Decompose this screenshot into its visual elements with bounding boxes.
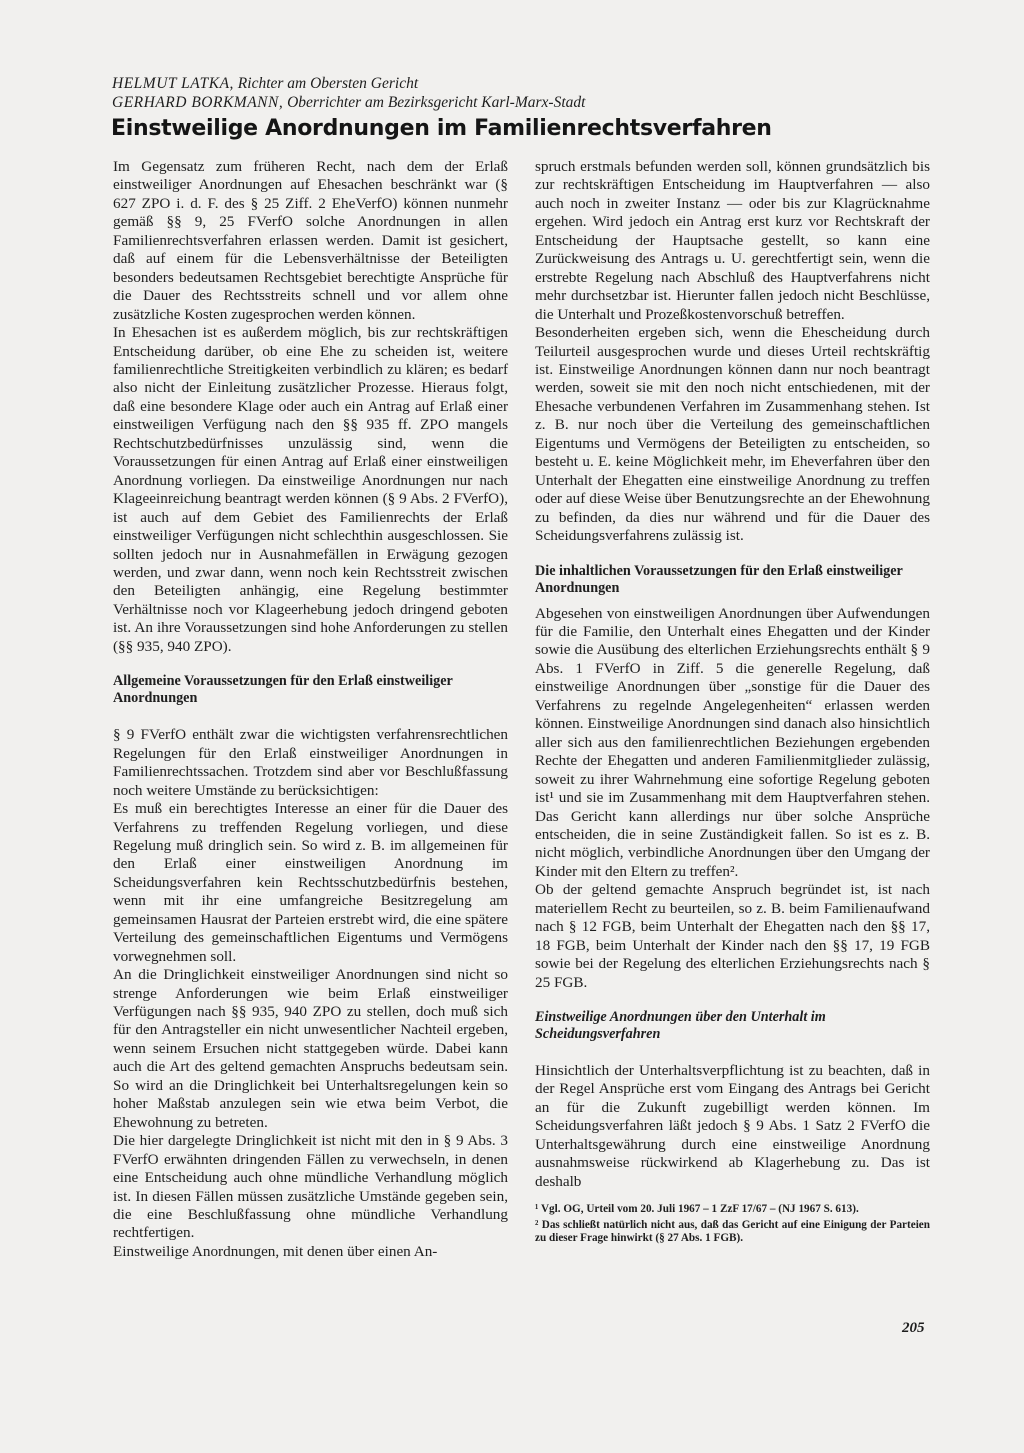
page-number: 205 <box>902 1320 925 1336</box>
author-name: HELMUT LATKA, <box>112 75 234 92</box>
paragraph: Einstweilige Anordnungen, mit denen über einen An- <box>113 1242 438 1260</box>
author-line <box>112 93 952 112</box>
author-line <box>112 74 952 93</box>
right-column <box>535 158 930 1248</box>
author-block <box>112 74 952 112</box>
paragraph: Ob der geltend gemachte Anspruch begründet ist, ist nach materiellem Recht zu beurteilen, so z. B. beim Familienaufwand nach § 12 FGB, beim Unterhalt der Ehegatten nach den §§ 17, 18 FGB, beim Unterhalt der Kinder nach den §§ 17, 19 FGB sowie bei der Regelung des elterlichen Erziehungsrechts nach § 25 FGB. <box>535 881 930 991</box>
paragraph: spruch erstmals befunden werden soll, können grundsätzlich bis zur rechtskräftigen Entscheidung im Hauptverfahren — also auch noch in zweiter Instanz — oder bis zur Klagrücknahme ergehen. Wird jedoch ein Antrag erst kurz vor Rechtskraft der Entscheidung der Hauptsache gestellt, so kann eine Zurückweisung des Antrags u. U. gerechtfertigt sein, wenn die erstrebte Regelung nach Abschluß des Hauptverfahrens nicht mehr durchsetzbar ist. Hierunter fallen jedoch nicht Beschlüsse, die Unterhalt und Prozeßkostenvorschuß betreffen. <box>535 158 930 323</box>
footnote: ² Das schließt natürlich nicht aus, daß das Gericht auf eine Einigung der Parteien zu dieser Frage hinwirkt (§ 27 Abs. 1 FGB). <box>535 1219 930 1245</box>
paragraph: § 9 FVerfO enthält zwar die wichtigsten verfahrensrechtlichen Regelungen für den Erlaß einstweiliger Anordnungen in Familienrechtssachen. Trotzdem sind aber vor Beschlußfassung noch weitere Umstände zu berücksichtigen: <box>113 726 508 799</box>
paragraph: In Ehesachen ist es außerdem möglich, bis zur rechtskräftigen Entscheidung darüber, ob eine Ehe zu scheiden ist, weitere familienrechtliche Streitigkeiten verbindlich zu klären; es bedarf also nicht der Einleitung zusätzlicher Prozesse. Hieraus folgt, daß eine besondere Klage oder auch ein Antrag auf Erlaß einer einstweiligen Verfügung nach den §§ 935 ff. ZPO mangels Rechtschutzbedürfnisses unzulässig sind, wenn die Voraussetzungen für einen Antrag auf Erlaß einer einstweiligen Anordnung vorliegen. Da einstweilige Anordnungen nur nach Klageeinreichung beantragt werden können (§ 9 Abs. 2 FVerfO), ist auch auf dem Gebiet des Familienrechts der Erlaß einstweiliger Verfügungen nicht schlechthin ausgeschlossen. Sie sollten jedoch nur in Ausnahmefällen in Erwägung gezogen werden, und zwar dann, wenn noch kein Rechtsstreit zwischen den Beteiligten anhängig, eine Regelung bestimmter Verhältnisse noch vor Klageerhebung jedoch dringend geboten ist. An ihre Voraussetzungen sind hohe Anforderungen zu stellen (§§ 935, 940 ZPO). <box>113 324 508 655</box>
paragraph: Die hier dargelegte Dringlichkeit ist nicht mit den in § 9 Abs. 3 FVerfO erwähnten dringenden Fällen zu verwechseln, in denen eine Entscheidung auch ohne mündliche Verhandlung möglich ist. In diesen Fällen müssen zusätzliche Umstände gegeben sein, die eine Beschlußfassung ohne mündliche Verhandlung rechtfertigen. <box>113 1132 508 1242</box>
paragraph: Hinsichtlich der Unterhaltsverpflichtung ist zu beachten, daß in der Regel Ansprüche erst vom Eingang des Antrags bei Gericht an für die Zukunft zugebilligt werden können. Im Scheidungsverfahren läßt jedoch § 9 Abs. 1 Satz 2 FVerfO die Unterhaltsgewährung durch eine einstweilige Anordnung ausnahmsweise rückwirkend ab Klagerhebung zu. Das ist deshalb <box>535 1062 930 1190</box>
paragraph: Abgesehen von einstweiligen Anordnungen über Aufwendungen für die Familie, den Unterhalt eines Ehegatten und der Kinder sowie die Ausübung des elterlichen Erziehungsrechts enthält § 9 Abs. 1 FVerfO in Ziff. 5 die generelle Regelung, daß einstweilige Anordnungen über „sonstige für die Dauer des Verfahrens zu regelnde Angelegenheiten“ erlassen werden können. Einstweilige Anordnungen sind danach also hinsichtlich aller sich aus den familienrechtlichen Beziehungen ergebenden Rechte der Ehegatten und anderen Familienmitglieder zulässig, soweit zu ihrer Wahrnehmung eine sofortige Regelung geboten ist¹ und sie im Zusammenhang mit dem Hauptverfahren stehen. Das Gericht kann allerdings nur über solche Ansprüche entscheiden, die in seine Zuständigkeit fallen. So ist es z. B. nicht möglich, verbindliche Anordnungen über den Umgang der Kinder mit den Eltern zu treffen². <box>535 604 930 880</box>
section-heading: Allgemeine Voraussetzungen für den Erlaß einstweiliger Anordnungen <box>113 673 453 707</box>
footnote: ¹ Vgl. OG, Urteil vom 20. Juli 1967 – 1 ZzF 17/67 – (NJ 1967 S. 613). <box>535 1203 859 1216</box>
footnotes <box>535 1203 930 1245</box>
author-role: Richter am Obersten Gericht <box>233 75 419 92</box>
paragraph: Besonderheiten ergeben sich, wenn die Ehescheidung durch Teilurteil ausgesprochen wurde und dieses Urteil rechtskräftig ist. Einstweilige Anordnungen können dann nur noch beantragt werden, soweit sie mit den noch nicht entschiedenen, mit der Ehesache verbundenen Verfahren im Zusammenhang stehen. Ist z. B. nur noch über die Verteilung des gemeinschaftlichen Eigentums und Vermögens der Beteiligten zu entscheiden, so besteht u. E. keine Möglichkeit mehr, im Eheverfahren über den Unterhalt der Ehegatten eine einstweilige Anordnung zu treffen oder auf diese Weise über Benutzungsrechte an der Ehewohnung zu befinden, da dies nur während und für die Dauer des Scheidungsverfahrens zulässig ist. <box>535 324 930 545</box>
section-heading: Einstweilige Anordnungen über den Unterhalt im Scheidungsverfahren <box>535 1009 826 1043</box>
author-name: GERHARD BORKMANN, <box>112 94 284 111</box>
left-column <box>113 158 508 1261</box>
paragraph: An die Dringlichkeit einstweiliger Anordnungen sind nicht so strenge Anforderungen wie beim Erlaß einstweiliger Verfügungen nach §§ 935, 940 ZPO zu stellen, doch muß sich für den Antragsteller ein nicht unwesentlicher Nachteil ergeben, wenn seinem Ersuchen nicht stattgegeben würde. Dabei kann auch die Art des geltend gemachten Anspruchs bedeutsam sein. So wird an die Dringlichkeit bei Unterhaltsregelungen kein so hoher Maßstab anzulegen sein wie etwa beim Verbot, die Ehewohnung zu betreten. <box>113 966 508 1131</box>
author-role: Oberrichter am Bezirksgericht Karl-Marx-Stadt <box>283 94 586 111</box>
paragraph: Im Gegensatz zum früheren Recht, nach dem der Erlaß einstweiliger Anordnungen auf Ehesachen beschränkt war (§ 627 ZPO i. d. F. des § 25 Ziff. 2 EheVerfO) können nunmehr gemäß §§ 9, 25 FVerfO solche Anordnungen in allen Familienrechtsverfahren erlassen werden. Damit ist gesichert, daß auf einem für die Lebensverhältnisse der Beteiligten besonders bedeutsamen Rechtsgebiet berechtigte Ansprüche für die Dauer des Rechtsstreits schnell und vor allem ohne zusätzliche Kosten zugesprochen werden können. <box>113 158 508 323</box>
paragraph: Es muß ein berechtigtes Interesse an einer für die Dauer des Verfahrens zu treffenden Regelung vorliegen, und diese Regelung muß dringlich sein. So wird z. B. im allgemeinen für den Erlaß einer einstweiligen Anordnung im Scheidungsverfahren kein Rechtsschutzbedürfnis bestehen, wenn mit ihr eine umfangreiche Besitzregelung am gemeinsamen Hausrat der Parteien erstrebt wird, die eine spätere Verteilung des gemeinschaftlichen Eigentums und Vermögens vorwegnehmen soll. <box>113 800 508 965</box>
article-title: Einstweilige Anordnungen im Familienrechtsverfahren <box>111 116 772 141</box>
section-heading: Die inhaltlichen Voraussetzungen für den Erlaß einstweiliger Anordnungen <box>535 562 903 596</box>
